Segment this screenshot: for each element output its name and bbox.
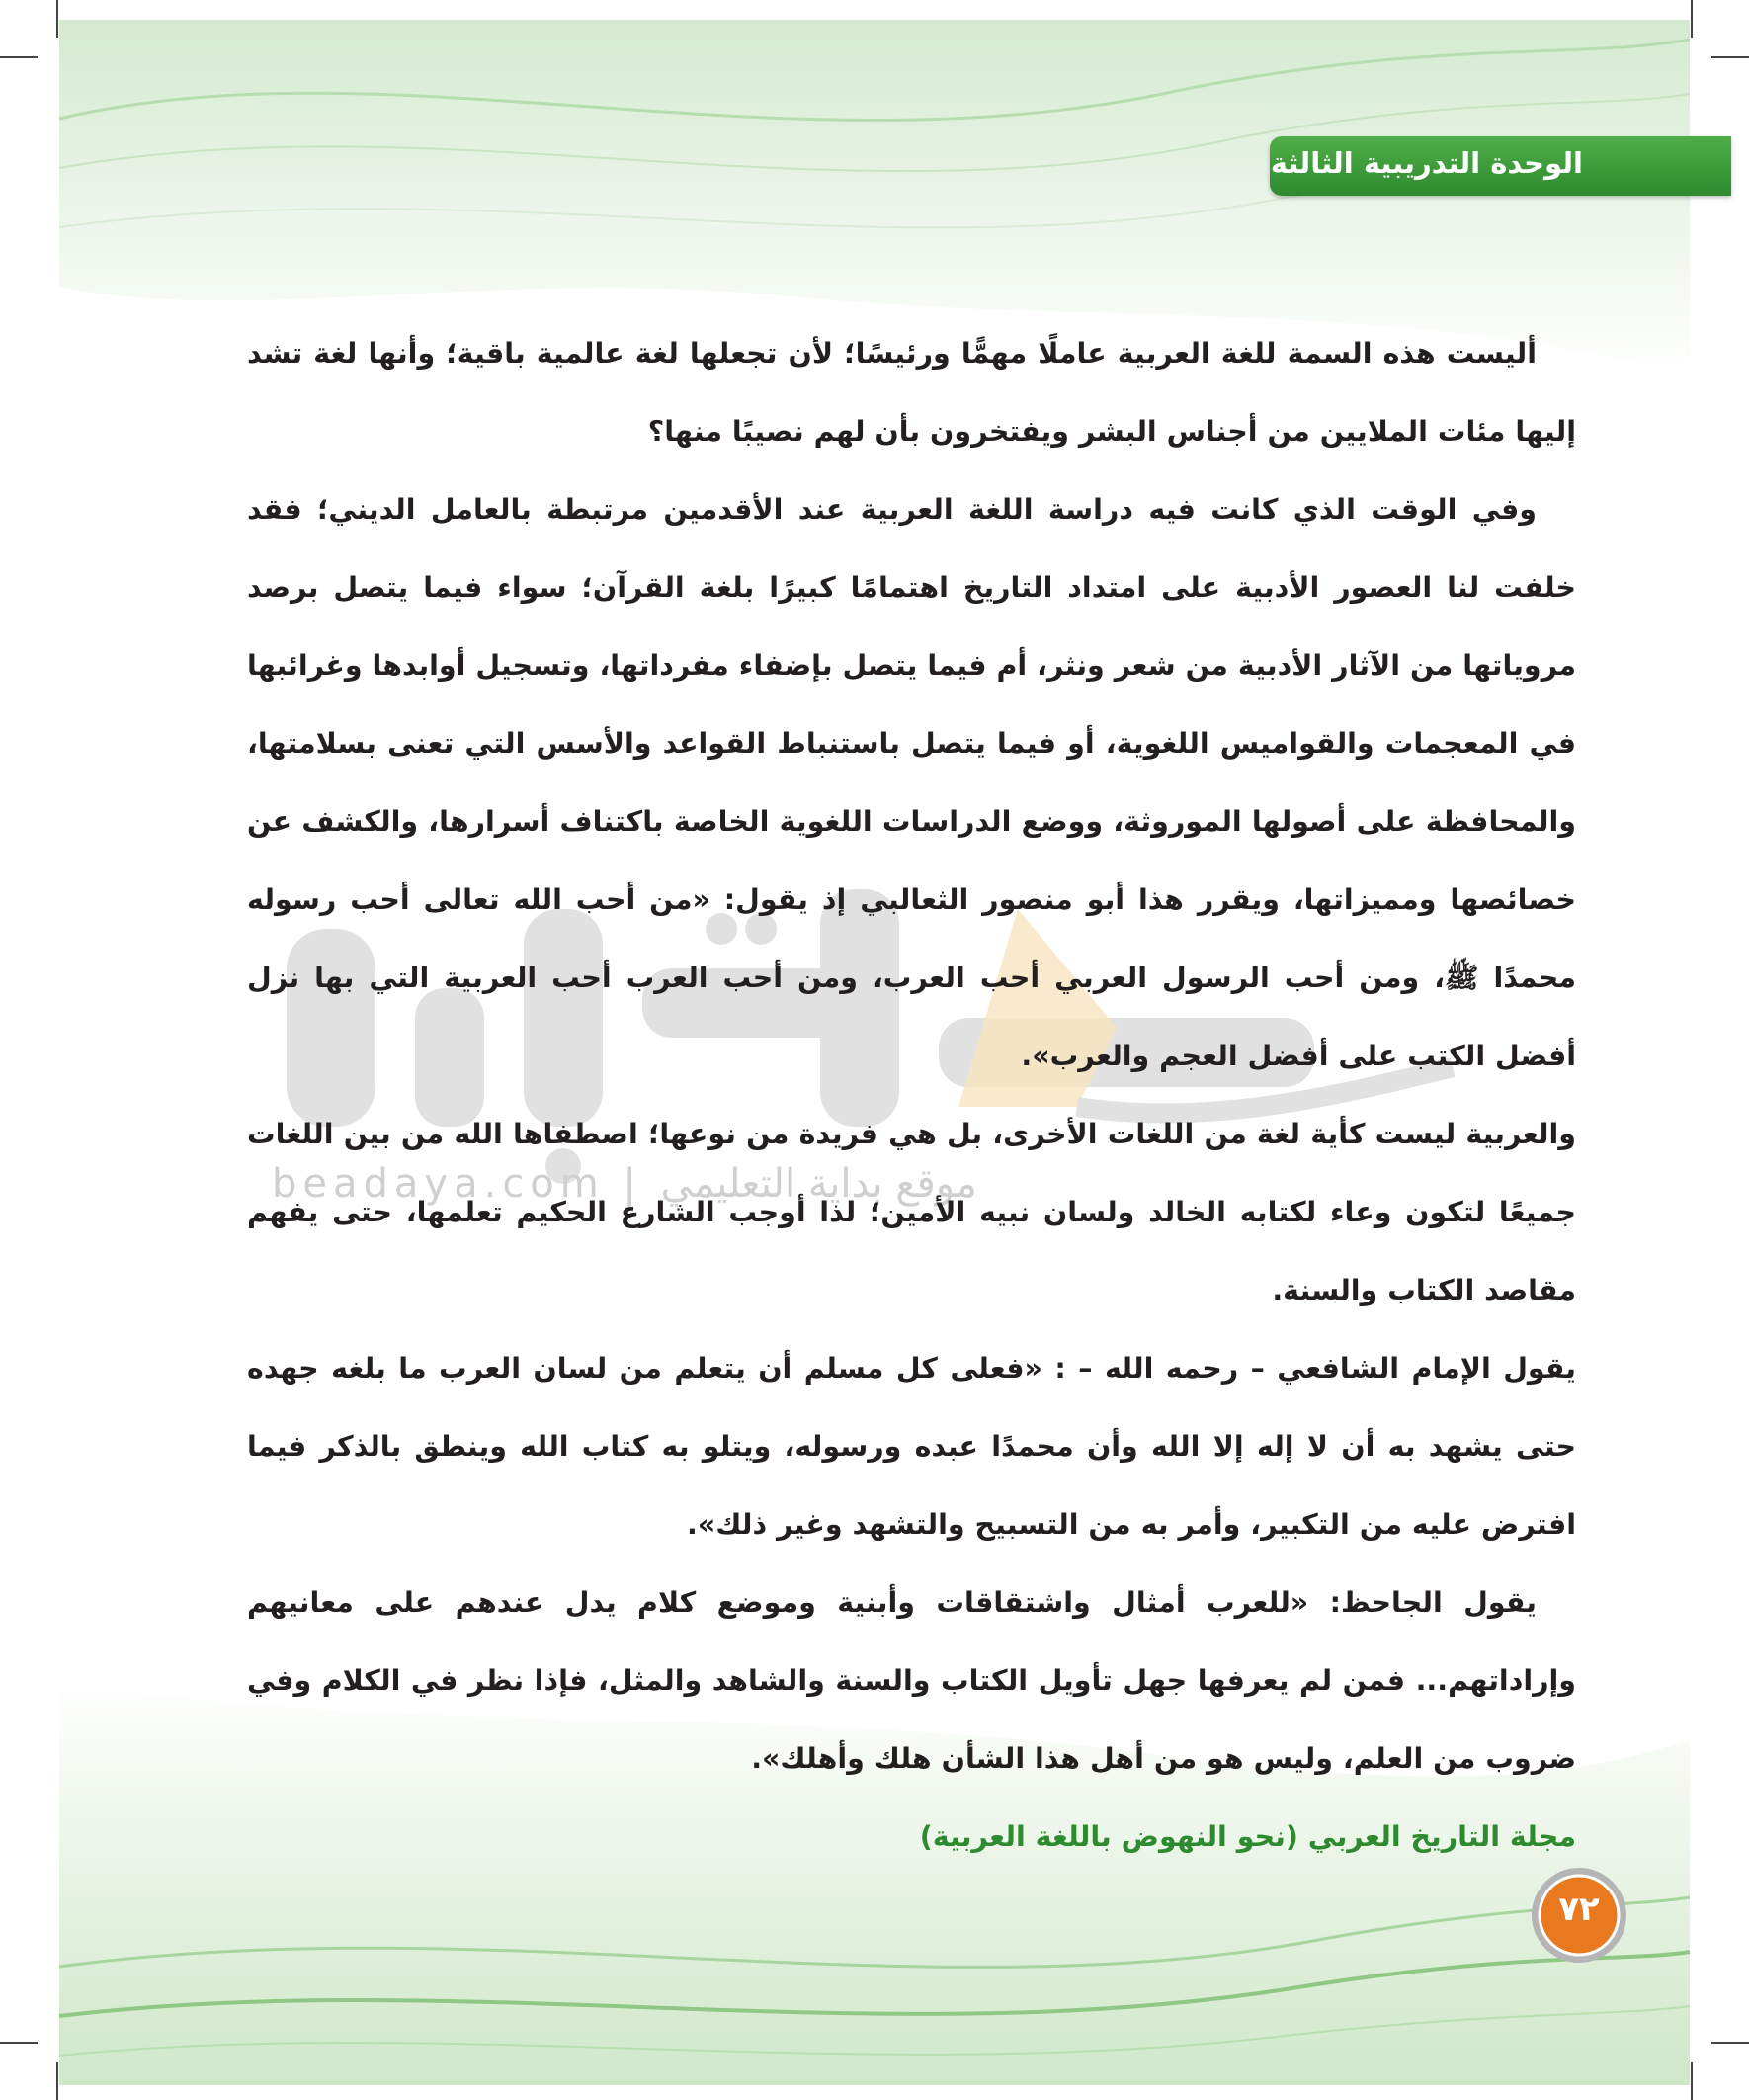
paragraph: أليست هذه السمة للغة العربية عاملًا مهمًّا ورئيسًا؛ لأن تجعلها لغة عالمية باقية؛ وأنها لغة تشد إليها مئات الملايين من أجناس البشر ويفتخرون بأن لهم نصيبًا منها؟ — [247, 337, 1576, 448]
paragraph: يقول الإمام الشافعي – رحمه الله – : «فعلى كل مسلم أن يتعلم من لسان العرب ما بلغه جهده حتى يشهد به أن لا إله إلا الله وأن محمدًا عبده ورسوله، ويتلو به كتاب الله وينطق بالذكر فيما افترض عليه من التكبير، وأمر به من التسبيح والتشهد وغير ذلك». — [247, 1352, 1576, 1541]
crop-mark — [1691, 0, 1693, 38]
unit-title: الوحدة التدريبية الثالثة — [1270, 146, 1583, 180]
page-number: ٧٢ — [1558, 1890, 1600, 1929]
crop-mark — [0, 2042, 38, 2044]
crop-mark — [56, 2062, 58, 2100]
article-body — [247, 314, 1576, 1876]
crop-mark — [0, 56, 38, 58]
crop-mark — [1711, 56, 1749, 58]
source-citation: مجلة التاريخ العربي (نحو النهوض باللغة العربية) — [919, 1820, 1576, 1853]
paragraph: وفي الوقت الذي كانت فيه دراسة اللغة العربية عند الأقدمين مرتبطة بالعامل الديني؛ فقد خلفت لنا العصور الأدبية على امتداد التاريخ اهتمامًا كبيرًا بلغة القرآن؛ سواء فيما يتصل برصد مروياتها من الآثار الأدبية من شعر ونثر، أم فيما يتصل بإضفاء مفرداتها، وتسجيل أوابدها وغرائبها في المعجمات والقواميس اللغوية، أو فيما يتصل باستنباط القواعد والأسس التي تعنى بسلامتها، والمحافظة على أصولها الموروثة، ووضع الدراسات اللغوية الخاصة باكتناف أسرارها، والكشف عن خصائصها ومميزاتها، ويقرر هذا أبو منصور الثعالبي إذ يقول: «من أحب الله تعالى أحب رسوله محمدًا ﷺ، ومن أحب الرسول العربي أحب العرب، ومن أحب العرب أحب العربية التي بها نزل أفضل الكتب على أفضل العجم والعرب». — [247, 493, 1576, 1072]
unit-header-tab — [1270, 136, 1731, 196]
paragraph: يقول الجاحظ: «للعرب أمثال واشتقاقات وأبنية وموضع كلام يدل عندهم على معانيهم وإراداتهم... فمن لم يعرفها جهل تأويل الكتاب والسنة والشاهد والمثل، فإذا نظر في الكلام وفي ضروب من العلم، وليس هو من أهل هذا الشأن هلك وأهلك». — [247, 1586, 1576, 1775]
watermark-site-text: beadaya.com | موقع بداية التعليمي — [272, 1161, 977, 1207]
paragraph: والعربية ليست كأية لغة من اللغات الأخرى، بل هي فريدة من نوعها؛ اصطفاها الله من بين اللغات جميعًا لتكون وعاء لكتابه الخالد ولسان نبيه الأمين؛ لذا أوجب الشارع الحكيم تعلمها، حتى يفهم مقاصد الكتاب والسنة. — [247, 1118, 1576, 1306]
crop-mark — [1691, 2062, 1693, 2100]
crop-mark — [56, 0, 58, 38]
crop-mark — [1711, 2042, 1749, 2044]
